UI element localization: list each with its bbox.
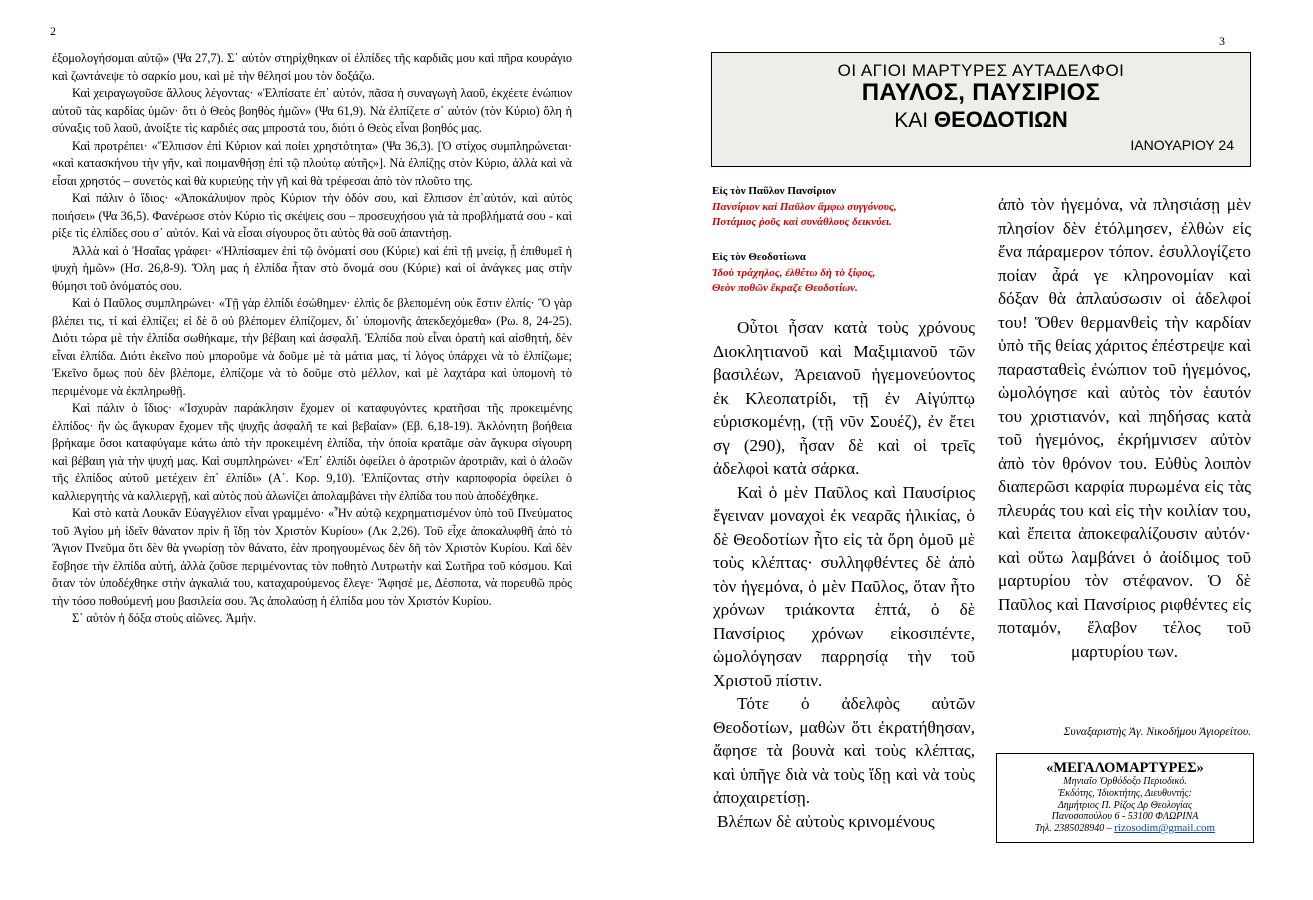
- paragraph: Σ᾽ αὐτὸν ἡ δόξα στοὺς αἰῶνες. Ἀμήν.: [72, 611, 257, 625]
- verse-heading: Εἰς τὸν Θεοδοτίωνα: [712, 251, 806, 263]
- paragraph: ἀπὸ τὸν ἡγεμόνα, νὰ πλησιάσῃ μὲν πλησίον δὲν ἐτόλμησεν, ἐλθὼν εἰς ἕνα πάραμερον τόπον. ἐσυλλογίζετο ποίαν ἆρά γε κληρονομίαν καὶ δόξαν θὰ ἀπλαύσωσιν οἱ ἀδελφοί του! Ὅθεν θερμανθεὶς τὴν καρδίαν ὑπὸ τῆς θείας χάριτος ἐπέστρεψε καὶ παρασταθεὶς ἐνώπιον τοῦ ἡγεμόνος, ὡμολόγησε καὶ αὐτὸς τὸν ἑαυτόν του χριστιανόν, καὶ πηδήσας κατὰ τοῦ ἡγεμόνος, ἐκρήμνισεν αὐτὸν ἀπὸ τὸν θρόνον του. Εὐθὺς λοιπὸν διαπερῶσι καρφία πυρωμένα εἰς τὰς πλευράς του καὶ εἰς τὴν κοιλίαν του, καὶ ἔπειτα ἀποκεφαλίζουσιν αὐτόν· καὶ οὕτω λαμβάνει ὁ ἀοίδιμος τοῦ μαρτυρίου τὸν στέφανον. Ὁ δὲ Παῦλος καὶ Πανσίριος ριφθέντες εἰς ποταμόν, ἔλαβον τέλος τοῦ μαρτυρίου των.: [998, 195, 1251, 661]
- paragraph: ἐξομολογήσομαι αὐτῷ» (Ψα 27,7). Σ᾽ αὐτὸν στηρίχθηκαν οἱ ἐλπίδες τῆς καρδιᾶς μου καὶ πῆρα κουράγιο καὶ ζωντάνεψε τὸ σαρκίο μου, καὶ μὲ τὴν θέλησί μου τὸν δοξάζω.: [52, 51, 572, 83]
- paragraph: Καὶ πάλιν ὁ ἴδιος· «Ἀποκάλυψον πρὸς Κύριον τὴν ὁδόν σου, καὶ ἔλπισον ἐπ᾽αὐτόν, καὶ αὐτὸς ποιήσει» (Ψα 36,5). Φανέρωσε στὸν Κύριο τὶς σκέψεις σου – προσευχήσου γιὰ τὰ προβλήματά σου - καὶ ρίξε τὶς ἐλπίδες σου σ᾽ αὐτόν. Καὶ νὰ εἶσαι σίγουρος ὅτι αὐτὸς θὰ σοῦ ἀπαντήσῃ.: [52, 191, 572, 240]
- right-column-a: [713, 316, 975, 833]
- title-line-3-name: ΘΕΟΔΟΤΙΩΝ: [933, 107, 1068, 132]
- verse-line: Ποτάμιος ῥοῦς καὶ συνάθλους δεικνύει.: [712, 216, 892, 228]
- paragraph: Τότε ὁ ἀδελφὸς αὐτῶν Θεοδοτίων, μαθὼν ὅτι ἐκρατήθησαν, ἄφησε τὰ βουνὰ καὶ τοὺς κλέπτας, καὶ ὑπῆγε διὰ νὰ τοὺς ἴδῃ καὶ νὰ τοὺς ἀποχαιρετίσῃ.: [713, 694, 975, 807]
- paragraph: Καὶ προτρέπει· «Ἔλπισον ἐπὶ Κύριον καὶ ποίει χρηστότητα» (Ψα 36,3). [Ὁ στίχος συμπληρώνεται· «καὶ κατασκήνου τὴν γῆν, καὶ ποιμανθήσῃ ἐπὶ τῷ πλούτῳ αὐτῆς»]. Νὰ ἐλπίζῃς στὸν Κύριο, ἀλλὰ καὶ νὰ εἶσαι χρηστός – συνετὸς καὶ θὰ κυριεύῃς τὴν γῆ καὶ θὰ τρέφεσαι ἀπὸ τὸν πλοῦτο της.: [52, 138, 572, 188]
- paragraph: Βλέπων δὲ αὐτοὺς κρινομένους: [717, 811, 935, 831]
- info-line: Πανοσοπούλου 6 - 53100 ΦΛΩΡΙΝΑ: [1051, 811, 1199, 823]
- paragraph: Οὗτοι ἦσαν κατὰ τοὺς χρόνους Διοκλητιανοῦ καὶ Μαξιμιανοῦ τῶν βασιλέων, Ἀρειανοῦ ἡγεμονεύοντος ἐκ Κλεοπατρίδι, τῇ ἐν Αἰγύπτῳ εὑρισκομένῃ, (τῇ νῦν Σουέζ), ἐν ἔτει σγ (290), ἦσαν δὲ καὶ οἱ τρεῖς ἀδελφοὶ κατὰ σάρκα.: [713, 318, 975, 478]
- paragraph: Καὶ πάλιν ὁ ἴδιος· «Ἰσχυρὰν παράκλησιν ἔχομεν οἱ καταφυγόντες κρατῆσαι τῆς προκειμένης ἐλπίδος· ἣν ὡς ἄγκυραν ἔχομεν τῆς ψυχῆς ἀσφαλῆ τε καὶ βεβαίαν» (Εβ. 6,18-19). Ἀκλόνητη βοήθεια βρήκαμε ὅσοι καταφύγαμε κάτω ἀπὸ τὴν προκειμένη ἐλπίδα, τὴν ὁποία κρατᾶμε σὰν ἄγκυρα σίγουρη καὶ βέβαιη γιὰ τὴν ψυχή μας. Καὶ συμπληρώνει· «Ἐπ᾽ ἐλπίδι ὀφείλει ὁ ἀροτριῶν ἀροτριᾶν, καὶ ὁ ἀλοῶν τῆς ἐλπίδος αὐτοῦ μετέχειν ἐπ᾽ ἐλπίδι» (Α΄. Κορ. 9,10). Ἐλπίζοντας στὴν καρποφορία ὀφείλει ὁ καλλιεργητὴς νὰ καλλιεργῇ, καὶ αὐτὸς ποὺ ἁλωνίζει ἀπολαμβάνει τὴν ἐλπίδα του ποὺ ἀποδέχθηκε.: [52, 401, 572, 503]
- title-line-2: ΠΑΥΛΟΣ, ΠΑΥΣΙΡΙΟΣ: [861, 79, 1101, 106]
- verse-block: [712, 250, 972, 297]
- title-box: [711, 52, 1251, 167]
- info-line: Ἐκδότης, Ἰδιοκτήτης, Διευθυντής:: [1058, 787, 1192, 799]
- paragraph: Καὶ στὸ κατὰ Λουκᾶν Εὐαγγέλιον εἶναι γραμμένο· «Ἦν αὐτῷ κεχρηματισμένον ὑπὸ τοῦ Πνεύματος τοῦ Ἁγίου μὴ ἰδεῖν θάνατον πρὶν ἢ ἴδῃ τὸν Χριστὸν Κυρίου» (Λκ 2,26). Τοῦ εἶχε ἀποκαλυφθῆ ἀπὸ τὸ Ἅγιον Πνεῦμα ὅτι δὲν θὰ γνωρίσῃ τὸν θάνατο, ἐὰν προηγουμένως δὲν δῆ τὸν Χριστὸν Κυρίου. Καὶ δὲν ἔσβησε τὴν ἐλπίδα αὐτή, ἀλλὰ ζοῦσε περιμένοντας τὸν ποθητὸ Λυτρωτὴν καὶ Σωτῆρα τοῦ κόσμου. Καὶ ὅταν τὸν ὑποδέχθηκε στὴν ἀγκαλιά του, καταχαρούμενος ἔλεγε· Ἄφησέ με, Δέσποτα, νὰ πορευθῶ πρὸς τὴν τόσο ποθούμενή μου βασιλεία σου. Ἂς ἀπολαύσῃ ἡ ἐλπίδα μου τὸν Χριστόν Κυρίου.: [52, 506, 572, 608]
- paragraph: Ἀλλὰ καὶ ὁ Ἠσαΐας γράφει· «Ἠλπίσαμεν ἐπὶ τῷ ὀνόματί σου (Κύριε) καὶ ἐπὶ τῇ μνείᾳ, ᾗ ἐπιθυμεῖ ἡ ψυχὴ ἡμῶν» (Ησ. 26,8-9). Ὅλη μας ἡ ἐλπίδα ἦταν στὸ ὄνομά σου (Κύριε) καὶ οἱ ἀνάγκες μας στὴν θύμησι τοῦ ὀνόματός σου.: [52, 243, 572, 293]
- title-line-3: [712, 107, 1250, 133]
- verse-line: Ἰδοὺ τράχηλος, ἐλθέτω δὴ τὸ ξίφος,: [712, 266, 876, 279]
- info-line: Μηνιαῖο Ὀρθόδοξο Περιοδικό.: [1063, 776, 1187, 787]
- publication-title: «ΜΕΓΑΛΟΜΑΡΤΥΡΕΣ»: [1046, 760, 1204, 776]
- publisher-info-box: [996, 753, 1254, 843]
- attribution: Συναξαριστὴς Ἁγ. Νικοδήμου Ἁγιορείτου.: [1063, 726, 1251, 738]
- page-number-right: 3: [1219, 34, 1225, 48]
- contact-line: [997, 823, 1253, 835]
- verse-heading: Εἰς τὸν Παῦλον Πανσίριον: [712, 185, 837, 197]
- verse-line: Θεὸν ποθῶν ἔκραζε Θεοδοτίων.: [712, 282, 858, 294]
- feast-date: ΙΑΝΟΥΑΡΙΟΥ 24: [1130, 137, 1234, 153]
- title-line-3-prefix: ΚΑΙ: [894, 109, 929, 132]
- phone-number: Τηλ. 2385028940 –: [1034, 823, 1112, 835]
- title-line-1: ΟΙ ΑΓΙΟΙ ΜΑΡΤΥΡΕΣ ΑΥΤΑΔΕΛΦΟΙ: [837, 61, 1125, 80]
- info-line: Δημήτριος Π. Ρίζος Δρ Θεολογίας: [1057, 799, 1193, 811]
- page-number-left: 2: [50, 24, 56, 38]
- email-link[interactable]: rizosodim@gmail.com: [1114, 822, 1216, 835]
- paragraph: Καὶ ὁ μὲν Παῦλος καὶ Παυσίριος ἔγειναν μοναχοὶ ἐκ νεαρᾶς ἡλικίας, ὁ δὲ Θεοδοτίων ἦτο εἰς τὰ ὄρη ὁμοῦ μὲ τοὺς κλέπτας· συλληφθέντες δὲ ἀπὸ τὸν ἡγεμόνα, ὁ μὲν Παῦλος, ὅταν ἦτο χρόνων τριάκοντα ἑπτά, ὁ δὲ Πανσίριος χρόνων εἰκοσιπέντε, ὡμολόγησαν παρρησίᾳ τὴν τοῦ Χριστοῦ πίστιν.: [713, 482, 975, 690]
- verse-block: [712, 184, 972, 231]
- paragraph: Καὶ χειραγωγοῦσε ἄλλους λέγοντας· «Ἐλπίσατε ἐπ᾽ αὐτόν, πᾶσα ἡ συναγωγὴ λαοῦ, ἐκχέετε ἐνώπιον αὐτοῦ τὰς καρδίας ὑμῶν· ὅτι ὁ Θεὸς βοηθὸς ἡμῶν» (Ψα 61,9). Νὰ ἐλπίζετε σ᾽ αὐτόν (τὸν Κύριο) ὅλη ἡ σύναξις τοῦ λαοῦ, ἀνοίξτε τὶς καρδιές σας μπροστά του, διότι ὁ Θεὸς εἶναι βοηθός μας.: [52, 86, 572, 135]
- paragraph: Καὶ ὁ Παῦλος συμπληρώνει· «Τῇ γὰρ ἐλπίδι ἐσώθημεν· ἐλπὶς δε βλεπομένη οὐκ ἔστιν ἐλπίς· Ὃ γὰρ βλέπει τις, τί καὶ ἐλπίζει; εἰ δὲ ὃ οὐ βλέπομεν ἐλπίζομεν, δι᾽ ὑπομονῆς ἀπεκδεχόμεθα» (Ρω. 8, 24-25). Διότι τώρα μὲ τὴν ἐλπίδα σωθήκαμε, τὴν βέβαιη καὶ ἀσφαλῆ. Ἐλπίδα ποὺ εἶναι ὁρατὴ καὶ αἰσθητή, δὲν εἶναι ἐλπίδα. Διότι ἐκεῖνο ποὺ μποροῦμε νὰ δοῦμε μὲ τὰ μάτια μας, τί λόγος ὑπάρχει νὰ τὸ ἐλπίζωμε; Ἐκεῖνο ὅμως ποὺ δὲν βλέπομε, ἐλπίζομε νὰ τὸ δοῦμε στὸ μέλλον, καὶ μὲ λαχτάρα καὶ ὑπομονὴ τὸ περιμένομε νὰ ἐκπληρωθῇ.: [52, 296, 572, 398]
- left-page-text: [52, 50, 572, 628]
- verse-line: Πανσίριον καὶ Παῦλον ἅμφω συγγόνους,: [712, 200, 897, 213]
- right-column-b: [998, 193, 1251, 663]
